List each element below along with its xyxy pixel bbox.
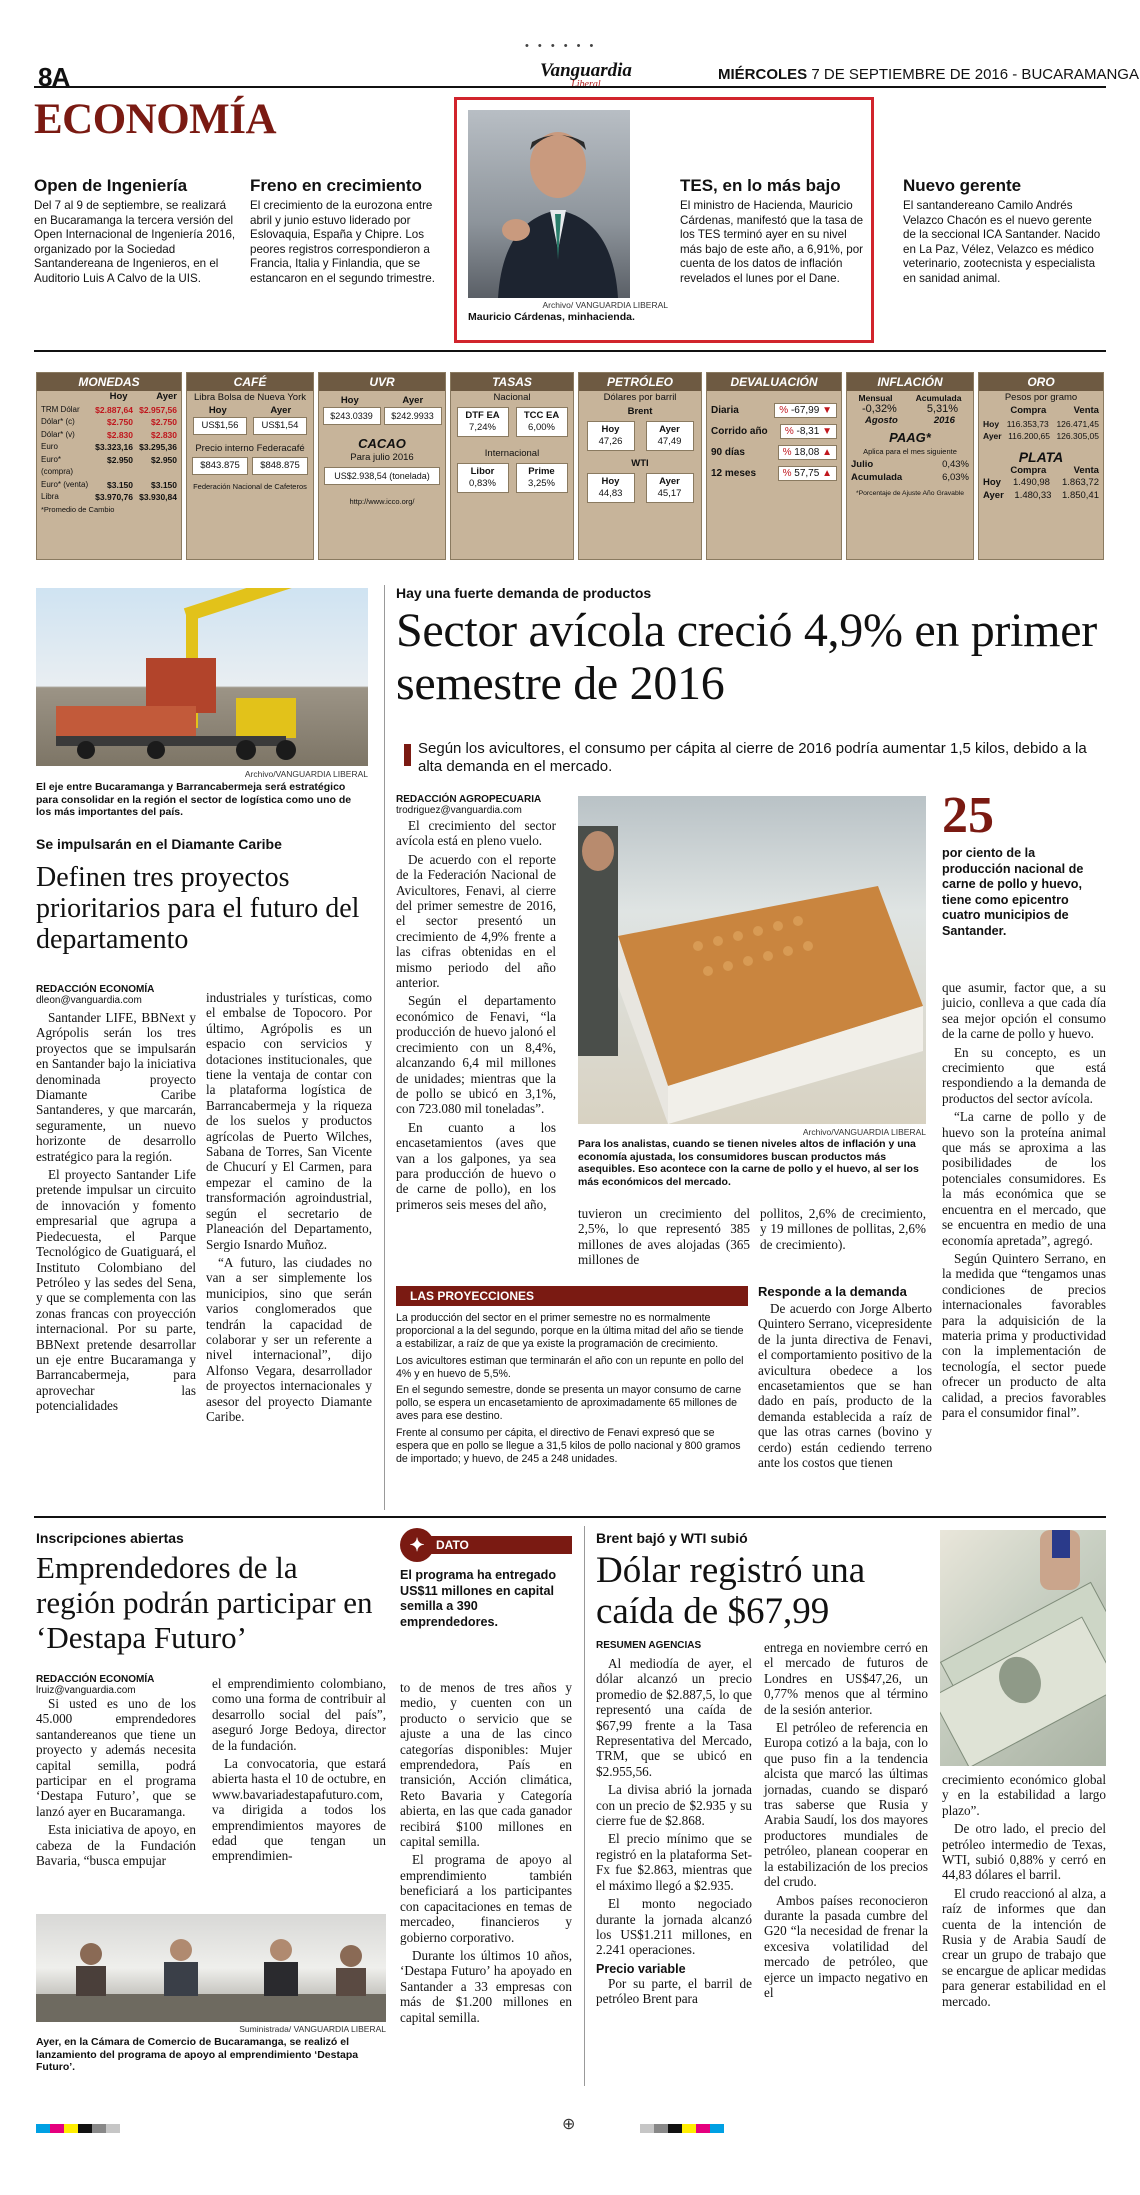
cafe-ayer-label: Ayer (270, 405, 292, 416)
market-petroleo (578, 372, 702, 560)
inflacion-acumulada: Acumulada (915, 393, 962, 403)
cafe-title: CAFÉ (187, 373, 313, 391)
uvr-ayer-label: Ayer (402, 395, 424, 406)
diamante-photo-caption: El eje entre Bucaramanga y Barrancabermeja será estratégico para consolidar en la región el sector de logística como uno de los más importantes del país. (36, 781, 352, 818)
petroleo-brent: Brent (627, 406, 653, 417)
oro-venta-label: Venta (1073, 405, 1099, 416)
brief-title: Open de Ingeniería (34, 176, 188, 195)
paragraph: Si usted es uno de los 45.000 emprendedores santandereanos que tiene un proyecto y además necesita capital semilla, podrá participar en el programa ‘Destapa Futuro’, que se lanzó ayer en Bucaramanga. (36, 1696, 196, 1819)
paragraph: El proyecto Santander Life pretende impulsar un circuito de innovación y fomento empresarial que agrupa a Piedecuesta, el Parque Tecnológico de Guatiguará, el Instituto Colombiano del Petróleo y las sedes del Sena, y que se complementa con las zonas francas con proyección internacional. Por su parte, BBNext pretende desarrollar un eje entre Bucaramanga y Barrancabermeja, para aprovechar las potencialidades (36, 1167, 196, 1414)
paragraph: Según el departamento económico de Fenavi, “la producción de huevo jalonó el crecimiento con un 8,4%, alcanzando 6,4 mil millones de unidades; mientras que la de pollo se ubicó en 3,1%, con 723.080 mil toneladas”. (396, 993, 556, 1117)
paragraph: que asumir, factor que, a su juicio, conlleva a que cada día sea mejor opción el consumo de la carne de pollo y huevo. (942, 980, 1106, 1042)
devaluacion-title: DEVALUACIÓN (707, 373, 841, 391)
wti-ayer-label: Ayer (659, 476, 680, 487)
paragraph: De otro lado, el precio del petróleo intermedio de Texas, WTI, subió 0,88% y cerró en 44,83 dólares el barril. (942, 1821, 1106, 1883)
moneda-label: Dólar* (v) (41, 429, 75, 439)
logistics-crane-photo (36, 588, 368, 766)
moneda-hoy: $2.830 (107, 429, 133, 440)
paragraph: Según Quintero Serrano, en la medida que “tengamos unas condiciones de precios internacionales favorables para la adquisición de la materia prima y productividad con la implementación de tecnología, el sector puede ofrecer un producto de alta calidad, a precios favorables para el consumidor final”. (942, 1250, 1106, 1420)
monedas-rows (37, 404, 181, 504)
paragraph: La divisa abrió la jornada con un precio de $2.935 y su cierre fue de $2.868. (596, 1782, 752, 1829)
market-devaluacion (706, 372, 842, 560)
prime-label: Prime (528, 466, 555, 477)
market-inflacion (846, 372, 974, 560)
cardenas-photo-caption: Mauricio Cárdenas, minhacienda. (468, 311, 635, 323)
market-monedas (36, 372, 182, 560)
wti-ayer: 45,17 (657, 488, 682, 499)
oro-ayer-venta: 126.305,05 (1056, 431, 1099, 441)
moneda-ayer: $2.957,56 (139, 404, 177, 415)
petroleo-subtitle: Dólares por barril (603, 392, 677, 403)
paragraph: crecimiento económico global y en la estabilidad a largo plazo”. (942, 1772, 1106, 1818)
paragraph: El crecimiento del sector avícola está en pleno vuelo. (396, 818, 556, 849)
cafe-sub2: Precio interno Federacafé (195, 443, 305, 454)
tasas-nacional: Nacional (493, 392, 531, 403)
monedas-row (37, 491, 181, 504)
destapa-kicker: Inscripciones abiertas (36, 1530, 184, 1546)
oro-compra-label: Compra (1010, 405, 1047, 416)
diamante-headline: Definen tres proyectos prioritarios para el futuro del departamento (36, 862, 360, 955)
column-divider (584, 1526, 585, 2086)
paag-julio-label: Julio (851, 459, 874, 470)
dato-label: DATO (428, 1536, 572, 1554)
oro-subtitle: Pesos por gramo (1004, 392, 1078, 403)
paragraph: Santander LIFE, BBNext y Agrópolis serán los tres proyectos que se impulsarán en Santander bajo la iniciativa denominada proyecto Diamante Caribe Santanderes, y que marcarán, seguramente, un nuevo horizonte de desarrollo estratégico para la región. (36, 1010, 196, 1164)
dato-text: El programa ha entregado US$11 millones en capital semilla a 390 emprendedores. (400, 1568, 557, 1629)
monedas-row (37, 479, 181, 492)
plata-title: PLATA (1018, 448, 1064, 465)
market-tasas (450, 372, 574, 560)
destapa-byline (36, 1674, 154, 1696)
stat-text: por ciento de la producción nacional de carne de pollo y huevo, tiene como epicentro cuatro municipios de Santander. (942, 846, 1084, 938)
precio-variable-subhead: Precio variable (596, 1961, 686, 1976)
brent-ayer-label: Ayer (659, 424, 680, 435)
date-rest: 7 DE SEPTIEMBRE DE 2016 - BUCARAMANGA (811, 66, 1139, 83)
destapa-headline: Emprendedores de la región podrán participar en ‘Destapa Futuro’ (36, 1550, 373, 1655)
paragraph: El crudo reaccionó al alza, a raíz de informes que dan cuenta de la intención de Rusia y de Arabia Saudí de crear un grupo de trabajo que se encargue de aplicar medidas para generar estabilidad en el mercado. (942, 1885, 1106, 2009)
paragraph: El precio mínimo que se registró en la plataforma Set-Fx fue $2.863, mientras que el máximo llegó a $2.935. (596, 1831, 752, 1893)
inflacion-acum-label: 2016 (933, 415, 955, 426)
wti-hoy: 44,83 (598, 488, 623, 499)
moneda-ayer: $2.750 (151, 417, 177, 427)
monedas-row (37, 429, 181, 442)
dolar-col2 (764, 1640, 928, 2003)
egg-trays-illustration-icon (578, 796, 926, 1124)
devaluacion-value: -8,31 (796, 426, 820, 437)
trend-arrow-icon: ▼ (822, 405, 832, 416)
diamante-col2 (206, 990, 372, 1427)
paragraph: tuvieron un crecimiento del 2,5%, lo que representó 385 millones de aves alojadas (365 millones de (578, 1206, 750, 1268)
trend-arrow-icon: ▼ (822, 426, 832, 437)
devaluacion-row (711, 403, 837, 418)
proyecciones-box (396, 1286, 748, 1469)
moneda-ayer: $3.150 (151, 479, 177, 490)
monedas-row (37, 441, 181, 454)
event-photo-credit: Suministrada/ VANGUARDIA LIBERAL (239, 2024, 386, 2034)
paragraph: Por su parte, el barril de petróleo Brent para (596, 1975, 752, 2007)
uvr-title: UVR (319, 373, 445, 391)
avicola-mid-col1 (578, 1206, 750, 1271)
diamante-col1 (36, 1010, 196, 1417)
byline-author: REDACCIÓN ECONOMÍA (36, 984, 155, 995)
brent-ayer: 47,49 (657, 436, 682, 447)
oro-ayer-label: Ayer (983, 431, 1002, 441)
crane-illustration-icon (36, 588, 368, 766)
uvr-note: http://www.icco.org/ (349, 497, 415, 506)
inflacion-acum-val: 5,31% (926, 403, 959, 415)
eggs-photo-credit: Archivo/VANGUARDIA LIBERAL (802, 1127, 926, 1137)
brief-text: Del 7 al 9 de septiembre, se realizará en Bucaramanga la tercera versión del Open Internacional de Ingeniería 2016, organizado por la Sociedad Santandereana de Ingenieros, en el Auditorio Luis A Calvo de la UIS. (34, 199, 236, 285)
monedas-note: *Promedio de Cambio (41, 504, 115, 514)
byline-email: trodriguez@vanguardia.com (396, 805, 522, 816)
oro-title: ORO (979, 373, 1103, 391)
plata-ayer-venta: 1.850,41 (1062, 489, 1099, 501)
brief-nuevo-gerente (903, 176, 1103, 287)
devaluacion-value: 18,08 (794, 447, 820, 458)
eggs-photo (578, 796, 926, 1124)
devaluacion-label: 90 días (711, 447, 745, 458)
paragraph: “La carne de pollo y de huevo son la proteína animal que más se aproxima a las posibilidades de los potenciales consumidores. Es la más económica que se encuentra en el mercado, que se encuentra en medio de una economía apretada”, agregó. (942, 1109, 1106, 1248)
prime-value: 3,25% (528, 478, 555, 489)
libor-label: Libor (470, 466, 495, 477)
avicola-col1 (396, 818, 556, 1215)
dolar-headline: Dólar registró una caída de $67,99 (596, 1550, 866, 1632)
uvr-hoy: $243.0339 (323, 407, 381, 425)
responde-section (758, 1284, 932, 1473)
inflacion-mes-label: Agosto (865, 415, 898, 426)
date-day: MIÉRCOLES (718, 66, 808, 83)
proyecciones-title: LAS PROYECCIONES (396, 1286, 748, 1306)
monedas-row (37, 454, 181, 479)
dolar-byline: RESUMEN AGENCIAS (596, 1640, 702, 1651)
avicola-headline: Sector avícola creció 4,9% en primer semestre de 2016 (396, 604, 1097, 710)
moneda-ayer: $3.295,36 (139, 442, 177, 452)
wti-hoy-label: Hoy (601, 476, 620, 487)
devaluacion-rows (707, 391, 841, 493)
moneda-label: Euro* (venta) (41, 479, 89, 489)
brief-text: El crecimiento de la eurozona entre abril y junio estuvo liderado por Eslovaquia, España y Chipre. Los peores registros correspondieron a Francia, Italia y Finlandia, que se estancaron en el segundo trimestre. (250, 199, 435, 285)
paragraph: entrega en noviembre cerró en el mercado de futuros de Londres en US$47,26, un 0,77% menos que al término de la sesión anterior. (764, 1640, 928, 1717)
cafe-ayer: US$1,54 (253, 417, 307, 435)
petroleo-wti: WTI (631, 458, 649, 469)
brief-title: Freno en crecimiento (250, 176, 422, 195)
paragraph: De acuerdo con Jorge Alberto Quintero Serrano, vicepresidente de la junta directiva de Fenavi, el comportamiento positivo de la avicultura obedece a los encasetamientos que se han dado en país, producto de la demanda establecida a raíz de que las otras carnes (bovino y cerdo) están cediendo terreno ante los costos que tienen (758, 1301, 932, 1471)
market-oro (978, 372, 1104, 560)
brief-open-ingenieria (34, 176, 239, 287)
paragraph: El petróleo de referencia en Europa cotizó a la baja, con lo que puso fin a la tendencia alcista que marcó las últimas jornadas, cuando se disparó tras saberse que Rusia y Arabia Saudí, los dos mayores productores mundiales de petróleo, planean cooperar en la estabilización de los precios del crudo. (764, 1720, 928, 1890)
brief-text: El ministro de Hacienda, Mauricio Cárdenas, manifestó que la tasa de los TES terminó ayer en su nivel más bajo de este año, a 6,91%, por cuenta de los datos de inflación revelados el lunes por el Dane. (680, 199, 864, 285)
moneda-label: TRM Dólar (41, 404, 80, 414)
registration-dots: • • • • • • (525, 40, 597, 52)
moneda-hoy: $3.970,76 (95, 492, 133, 502)
paragraph: Al mediodía de ayer, el dólar alcanzó un precio promedio de $2.887,5, lo que representó una caída de $67,99 frente a la Tasa Representativa del Mercado, TRM, que se ubicó en $2.955,56. (596, 1656, 752, 1779)
percent-icon: % (784, 426, 794, 437)
moneda-hoy: $2.950 (107, 454, 133, 465)
box-paragraph: Los avicultores estiman que terminarán el año con un repunte en pollo del 4% y en huevo de 5,5%. (396, 1354, 744, 1380)
paragraph: De acuerdo con el reporte de la Federación Nacional de Avicultores, Fenavi, al cierre del primer semestre de 2016, el sector presentó un crecimiento de 4,9% frente a las cifras obtenidas en el mismo periodo del año anterior. (396, 851, 556, 991)
dolar-kicker: Brent bajó y WTI subió (596, 1530, 748, 1546)
event-photo-caption: Ayer, en la Cámara de Comercio de Bucaramanga, se realizó el lanzamiento del programa de apoyo al emprendimiento ‘Destapa Futuro’. (36, 2036, 359, 2073)
briefs-rule (34, 350, 1106, 352)
uvr-ayer: $242.9933 (384, 407, 442, 425)
cafe-hoy-label: Hoy (208, 405, 227, 416)
market-cafe (186, 372, 314, 560)
event-photo (36, 1914, 386, 2022)
paragraph: pollitos, 2,6% de crecimiento, y 19 millones de pollitas, 2,6% de crecimiento). (760, 1206, 926, 1252)
brent-hoy-label: Hoy (601, 424, 620, 435)
byline-email: dleon@vanguardia.com (36, 995, 142, 1006)
diamante-kicker: Se impulsarán en el Diamante Caribe (36, 836, 282, 852)
logo-subtext: Liberal (571, 79, 601, 90)
moneda-label: Libra (41, 492, 59, 501)
paragraph: to de menos de tres años y medio, y cuenten con un producto o servicio que se ajuste a una de las cinco categorías disponibles: Mujer emprendedora, País en transición, Acción climática, Reto Bavaria y Categoría abierta, en las que cada ganador recibirá $100 millones en capital semilla. (400, 1680, 572, 1850)
dato-icon: ✦ (400, 1528, 434, 1562)
uvr-hoy-label: Hoy (340, 395, 359, 406)
petroleo-title: PETRÓLEO (579, 373, 701, 391)
color-bar-left (36, 2120, 120, 2138)
dtf-value: 7,24% (469, 422, 496, 433)
paragraph: Ambos países reconocieron durante la pasada cumbre del G20 “la necesidad de frenar la excesiva volatilidad del mercado de petróleo, que ejerce un impacto negativo en el (764, 1892, 928, 2000)
devaluacion-row (711, 445, 837, 460)
plata-hoy-venta: 1.863,72 (1062, 477, 1099, 488)
cafe-hoy2: $843.875 (192, 457, 248, 475)
avicola-kicker: Hay una fuerte demanda de productos (396, 585, 652, 601)
monedas-row (37, 404, 181, 417)
banknotes-illustration-icon (940, 1530, 1106, 1766)
brief-title: Nuevo gerente (903, 176, 1022, 195)
logo-text: Vanguardia (540, 60, 632, 81)
paag-sub: Aplica para el mes siguiente (863, 447, 957, 456)
paragraph: En su concepto, es un crecimiento que está respondiendo a la demanda de productos del sector avícola. (942, 1044, 1106, 1106)
plata-hoy-label: Hoy (983, 477, 1001, 488)
brief-tes (680, 176, 870, 287)
moneda-label: Euro* (compra) (41, 454, 74, 476)
col-hoy: Hoy (109, 391, 128, 402)
percent-icon: % (782, 468, 792, 479)
moneda-hoy: $3.323,16 (95, 442, 133, 452)
paag-title: PAAG* (889, 430, 931, 445)
inflacion-mes-val: -0,32% (861, 403, 897, 415)
person-silhouette-icon (468, 110, 630, 298)
devaluacion-label: 12 meses (711, 468, 757, 479)
dolar-col1 (596, 1656, 752, 2010)
inflacion-mensual: Mensual (858, 393, 893, 403)
cacao-sub: Para julio 2016 (350, 452, 414, 463)
moneda-label: Euro (41, 442, 58, 451)
tasas-title: TASAS (451, 373, 573, 391)
oro-hoy-label: Hoy (983, 418, 1000, 429)
paag-acum-label: Acumulada (851, 471, 903, 483)
paragraph: Esta iniciativa de apoyo, en cabeza de la Fundación Bavaria, “busca empujar (36, 1822, 196, 1869)
cardenas-photo-credit: Archivo/ VANGUARDIA LIBERAL (542, 300, 668, 310)
diamante-photo-credit: Archivo/VANGUARDIA LIBERAL (244, 769, 368, 779)
avicola-right-col (942, 980, 1106, 1423)
page-number: 8A (38, 62, 70, 92)
cafe-subtitle: Libra Bolsa de Nueva York (194, 392, 306, 403)
page-date (718, 66, 1139, 83)
percent-icon: % (779, 405, 789, 416)
column-divider (384, 585, 385, 1510)
dolar-col3 (942, 1772, 1106, 2012)
byline-author: REDACCIÓN ECONOMÍA (36, 1674, 155, 1685)
cafe-hoy: US$1,56 (193, 417, 247, 435)
moneda-ayer: $2.830 (151, 429, 177, 440)
diamante-byline (36, 984, 154, 1006)
moneda-hoy: $2.750 (107, 417, 133, 427)
moneda-ayer: $2.950 (151, 454, 177, 465)
inflacion-note: *Porcentaje de Ajuste Año Gravable (855, 490, 965, 497)
brief-freno-crecimiento (250, 176, 455, 287)
brief-title: TES, en lo más bajo (680, 176, 841, 195)
plata-ayer-label: Ayer (983, 489, 1004, 501)
trend-arrow-icon: ▲ (822, 447, 832, 458)
brief-text: El santandereano Camilo Andrés Velazco Chacón es el nuevo gerente de la seccional ICA Santander. Nacido en La Paz, Vélez, Velazco es médico veterinario, zootecnista y especialista en sanidad animal. (903, 199, 1101, 285)
oro-hoy-venta: 126.471,45 (1056, 418, 1099, 429)
responde-title: Responde a la demanda (758, 1284, 907, 1299)
paragraph: Durante los últimos 10 años, ‘Destapa Futuro’ ha apoyado en Santander a 33 empresas con más de $1.200 millones en capital semilla. (400, 1947, 572, 2025)
box-paragraph: En el segundo semestre, donde se presenta un mayor consumo de carne pollo, se espera un encasetamiento de aproximadamente 65 millones de aves para ese destino. (396, 1384, 742, 1423)
moneda-label: Dólar* (c) (41, 417, 75, 426)
avicola-byline (396, 794, 541, 816)
avicola-subhead-marker (404, 744, 411, 766)
oro-ayer-compra: 116.200,65 (1008, 431, 1050, 441)
section-title: ECONOMÍA (34, 96, 277, 143)
dato-box (400, 1528, 572, 1630)
col-ayer: Ayer (156, 391, 177, 402)
plata-venta-label: Venta (1073, 464, 1099, 476)
box-paragraph: La producción del sector en el primer semestre no es normalmente proporcional a la del segundo, porque en la última mitad del año se tiende a estabilizar, a raíz de que ya existe la programación de crecimiento. (396, 1312, 744, 1351)
moneda-hoy: $3.150 (107, 479, 133, 490)
panel-people-illustration-icon (36, 1914, 386, 2022)
market-uvr (318, 372, 446, 560)
destapa-col2 (212, 1676, 386, 1867)
plata-ayer-compra: 1.480,33 (1014, 489, 1052, 501)
inflacion-title: INFLACIÓN (847, 373, 973, 391)
devaluacion-label: Corrido año (711, 426, 768, 437)
byline-author: REDACCIÓN AGROPECUARIA (396, 794, 542, 805)
devaluacion-row (711, 424, 837, 439)
devaluacion-row (711, 466, 837, 481)
monedas-title: MONEDAS (37, 373, 181, 391)
cafe-note: Federación Nacional de Cafeteros (193, 482, 307, 491)
avicola-mid-col2 (760, 1206, 926, 1255)
plata-compra-label: Compra (1010, 464, 1047, 476)
plata-hoy-compra: 1.490,98 (1012, 477, 1050, 488)
tasas-internacional: Internacional (484, 448, 540, 459)
destapa-col3 (400, 1680, 572, 2028)
byline-email: lruiz@vanguardia.com (36, 1685, 136, 1696)
registration-mark-icon: ⊕ (562, 2116, 576, 2133)
cardenas-photo (468, 110, 630, 298)
trend-arrow-icon: ▲ (822, 468, 832, 479)
paragraph: industriales y turísticas, como el embalse de Topocoro. Por último, Agrópolis es un espacio con servicios y dotaciones institucionales, que tiene la ventaja de contar con la plataforma logística de Barrancabermeja y la riqueza de los suelos y productos agrícolas de Puerto Wilches, Sabana de Torres, San Vicente de Chucurí y El Carmen, para empezar el camino de la transformación agroindustrial, según el secretario de Planeación del Departamento, Sergio Isnardo Muñoz. (206, 990, 372, 1252)
dollar-bills-photo (940, 1530, 1106, 1766)
moneda-ayer: $3.930,84 (139, 492, 177, 502)
box-paragraph: Frente al consumo per cápita, el directivo de Fenavi expresó que se espera que en pollo se llegue a 31,5 kilos de pollo nacional y 800 gramos de importado; y huevo, de 245 a 248 unidades. (396, 1426, 741, 1466)
monedas-row (37, 416, 181, 429)
paragraph: La convocatoria, que estará abierta hasta el 10 de octubre, en www.bavariadestapafuturo.com, va dirigida a todos los emprendimientos mayores de edad que tengan un emprendimien- (212, 1756, 386, 1864)
moneda-hoy: $2.887,64 (95, 404, 133, 415)
devaluacion-value: -67,99 (790, 405, 820, 416)
destapa-col1 (36, 1696, 196, 1871)
tcc-value: 6,00% (528, 422, 555, 433)
stat-number: 25 (942, 787, 994, 844)
color-bar-right (640, 2120, 724, 2138)
paragraph: En cuanto a los encasetamientos (aves que van a los galpones, ya sea para producción de huevo o de carne de pollo), en los primeros seis meses del año, (396, 1119, 556, 1212)
paag-acum: 6,03% (942, 471, 969, 483)
middle-rule (34, 1516, 1106, 1518)
cacao-value: US$2.938,54 (tonelada) (324, 467, 440, 485)
avicola-subhead: Según los avicultores, el consumo per cápita al cierre de 2016 podría aumentar 1,5 kilos, debido a la alta demanda en el mercado. (418, 740, 1087, 775)
paag-julio: 0,43% (942, 459, 969, 470)
oro-hoy-compra: 116.353,73 (1006, 418, 1049, 429)
header-rule (34, 86, 1106, 88)
paragraph: el emprendimiento colombiano, como una forma de contribuir al desarrollo social del país”, aseguró Jorge Bedoya, director de la fundación. (212, 1676, 386, 1753)
paragraph: El monto negociado durante la jornada alcanzó los US$1.211 millones, en 2.241 operaciones. (596, 1896, 752, 1958)
devaluacion-label: Diaria (711, 405, 739, 416)
paragraph: “A futuro, las ciudades no van a ser simplemente los municipios, sino que serán varios conglomerados que tendrán la capacidad de colaborar y ser un referente a nivel internacional”, dijo Alfonso Vegara, desarrollador de proyectos internacionales y asesor del proyecto Diamante Caribe. (206, 1254, 372, 1424)
cacao-title: CACAO (358, 436, 406, 451)
dtf-label: DTF EA (465, 410, 500, 421)
eggs-photo-caption: Para los analistas, cuando se tienen niveles altos de inflación y una economía ajustada, los consumidores buscan productos más asequibles. Eso acontece con la carne de pollo y el huevo, al ser los más económicos del mercado. (578, 1138, 919, 1188)
libor-value: 0,83% (469, 478, 496, 489)
tcc-label: TCC EA (523, 410, 560, 421)
paragraph: El programa de apoyo al emprendimiento también beneficiará a los participantes con capacitaciones en temas de mercadeo, financieros y gobierno corporativo. (400, 1852, 572, 1945)
brent-hoy: 47,26 (598, 436, 623, 447)
devaluacion-value: 57,75 (794, 468, 820, 479)
percent-icon: % (782, 447, 792, 458)
cafe-ayer2: $848.875 (252, 457, 308, 475)
